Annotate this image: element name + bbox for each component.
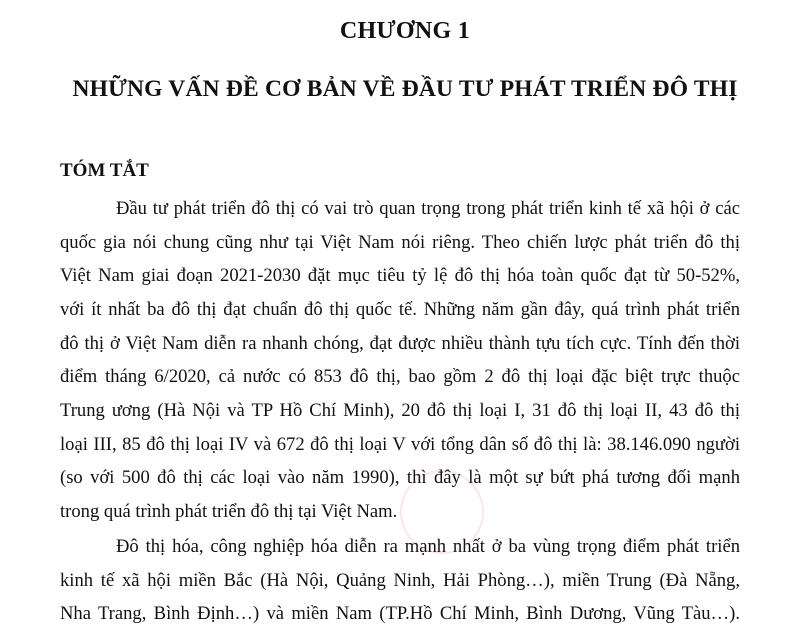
paragraph-line: (so với 500 đô thị các loại vào năm 1990), thì đây là một sự bứt phá tương đối mạnh [60,467,740,488]
paragraph-line: với ít nhất ba đô thị đạt chuẩn đô thị quốc tế. Những năm gần đây, quá trình phát triển [60,299,740,320]
paragraph-line: loại III, 85 đô thị loại IV và 672 đô thị loại V với tổng dân số đô thị là: 38.146.090 người [60,434,740,455]
paragraph-line: Nha Trang, Bình Định…) và miền Nam (TP.Hồ Chí Minh, Bình Dương, Vũng Tàu…). [60,603,740,624]
paragraph-line: đô thị ở Việt Nam diễn ra nhanh chóng, đạt được nhiều thành tựu tích cực. Tính đến thời [60,333,740,354]
chapter-heading: CHƯƠNG 1 [339,18,471,44]
paragraph-line: điểm tháng 6/2020, cả nước có 853 đô thị, bao gồm 2 đô thị loại đặc biệt trực thuộc [60,366,740,387]
paragraph-line: trong quá trình phát triển đô thị tại Việt Nam. [60,501,398,522]
paragraph-line: kinh tế xã hội miền Bắc (Hà Nội, Quảng Ninh, Hải Phòng…), miền Trung (Đà Nẵng, [60,570,740,591]
paragraph-line: Việt Nam giai đoạn 2021-2030 đặt mục tiêu tỷ lệ đô thị hóa toàn quốc đạt từ 50-52%, [60,265,740,286]
paragraph-line: Đô thị hóa, công nghiệp hóa diễn ra mạnh nhất ở ba vùng trọng điểm phát triển [116,536,740,557]
chapter-title: NHỮNG VẤN ĐỀ CƠ BẢN VỀ ĐẦU TƯ PHÁT TRIỂN ĐÔ THỊ [72,76,738,102]
paragraph-line: Trung ương (Hà Nội và TP Hồ Chí Minh), 20 đô thị loại I, 31 đô thị loại II, 43 đô thị [60,400,740,421]
paragraph-line: quốc gia nói chung cũng như tại Việt Nam nói riêng. Theo chiến lược phát triển đô thị [60,232,740,253]
paragraph-line: Đầu tư phát triển đô thị có vai trò quan trọng trong phát triển kinh tế xã hội ở các [116,198,740,219]
section-heading: TÓM TẮT [60,160,149,181]
